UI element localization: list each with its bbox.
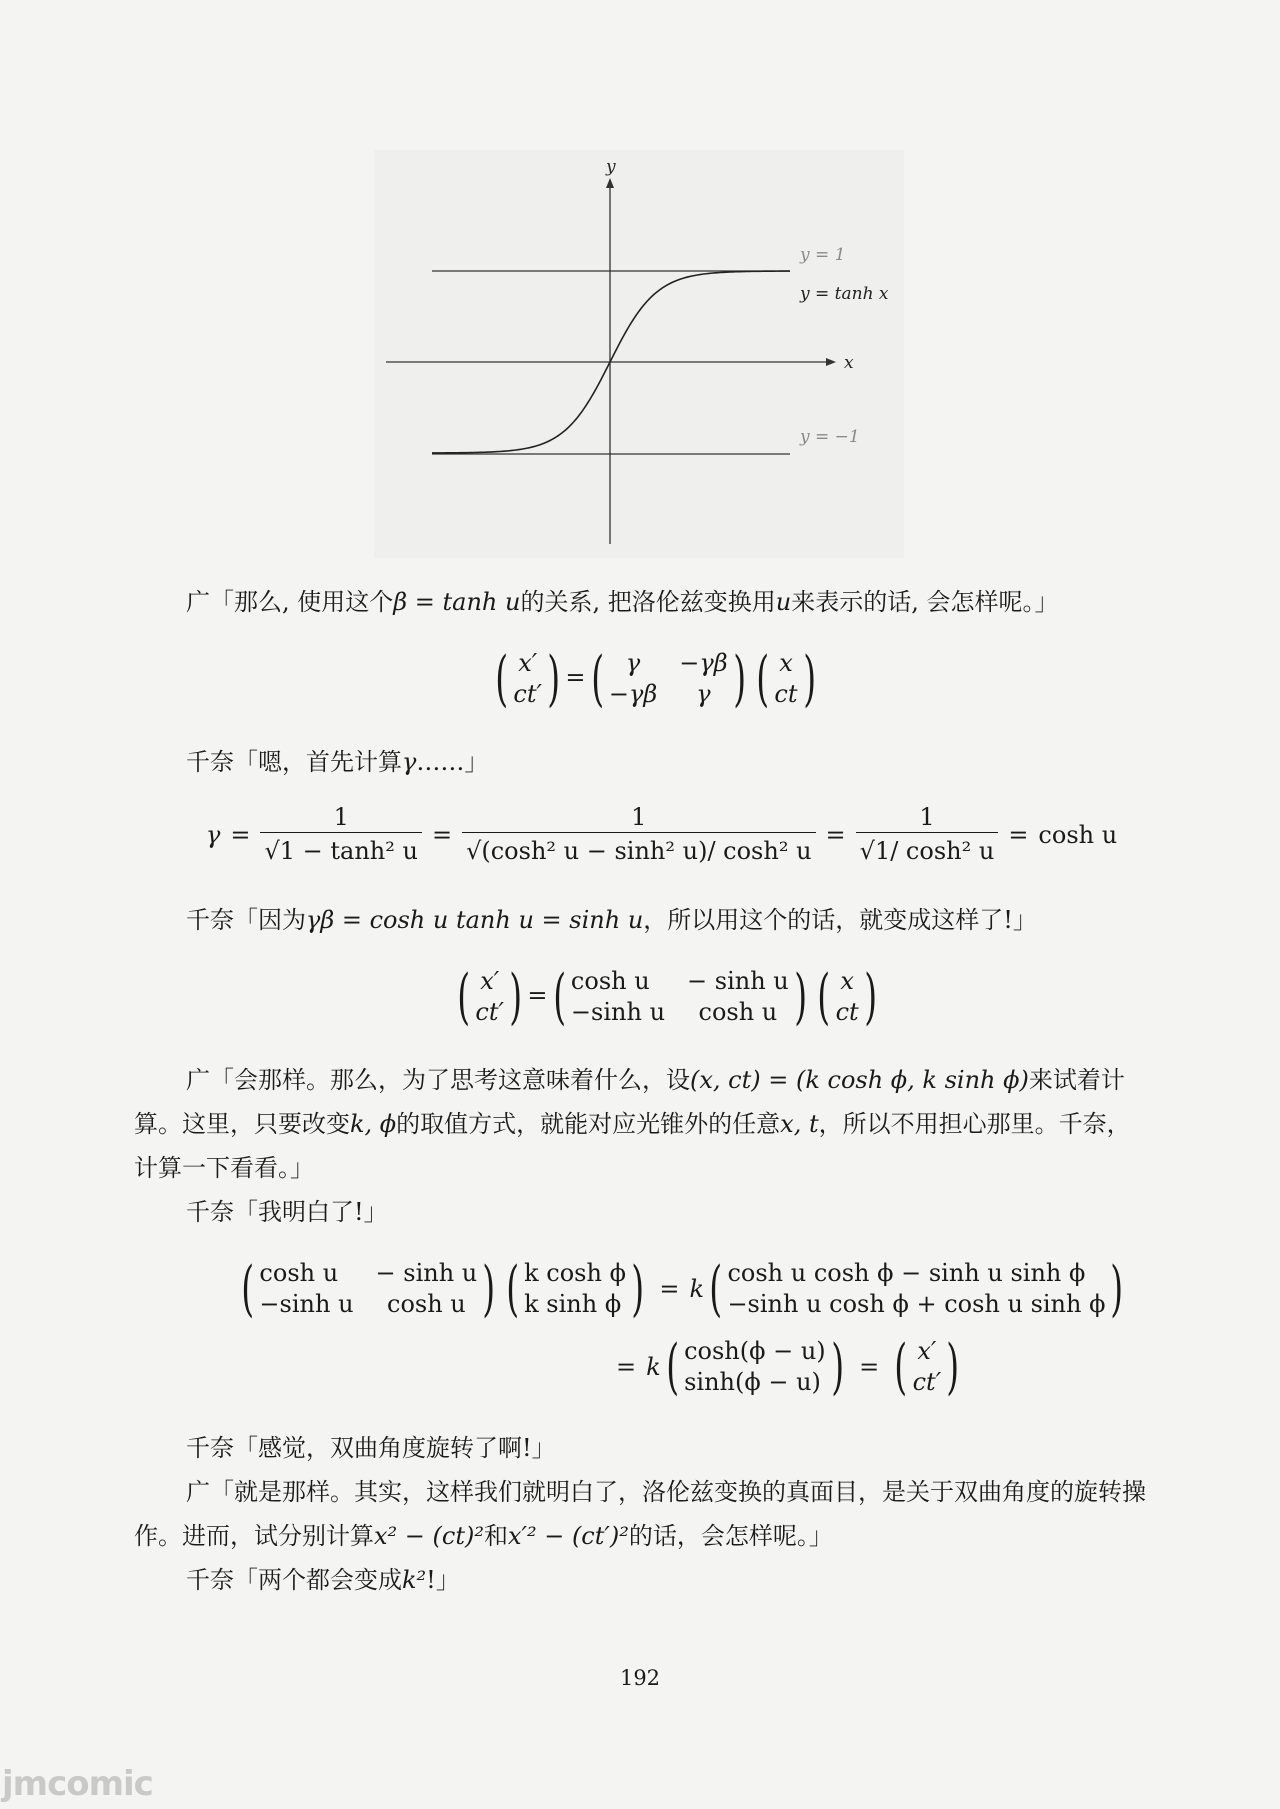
eq4-k-2: k xyxy=(646,1353,661,1381)
eq1-m22: γ xyxy=(696,680,711,708)
paragraph-3 xyxy=(134,898,1154,942)
eq1-lhs-top: x′ xyxy=(518,649,538,677)
equation-1: ( x′ ct′ ) = ( γ −γβ −γβ γ ) ( x ct ) xyxy=(490,648,821,710)
p2-speaker-text: 千奈「嗯，首先计算 xyxy=(186,748,402,776)
p6-text: 千奈「感觉，双曲角度旋转了啊!」 xyxy=(186,1434,556,1462)
eq3-m21: −sinh u xyxy=(570,998,666,1026)
eq2-frac-1 xyxy=(260,802,422,867)
paragraph-6 xyxy=(134,1426,1154,1470)
paragraph-8 xyxy=(134,1558,1154,1602)
p4-text-a: 广「会那样。那么，为了思考这意味着什么，设 xyxy=(186,1066,690,1094)
eq4-vector: ( k cosh ϕ k sinh ϕ ) xyxy=(505,1254,645,1324)
eq2-den-1: √1 − tanh² u xyxy=(260,832,422,867)
y-axis-arrow xyxy=(606,178,614,188)
p8-text-a: 千奈「两个都会变成 xyxy=(186,1566,402,1594)
eq3-matrix: ( cosh u −sinh u − sinh u cosh u ) xyxy=(552,962,807,1032)
p1-speaker-text: 广「那么, 使用这个 xyxy=(186,588,394,616)
asymptote-bottom-label: y = −1 xyxy=(800,427,860,447)
eq1-m12: −γβ xyxy=(679,649,728,677)
eq4-simplified-vector: ( cosh(ϕ − u) sinh(ϕ − u) ) xyxy=(665,1332,844,1402)
eq4-r2: −sinh u cosh ϕ + cosh u sinh ϕ xyxy=(727,1290,1106,1318)
p2-gamma: γ xyxy=(402,748,417,776)
eq3-m12: − sinh u xyxy=(687,967,789,995)
p5-text: 千奈「我明白了!」 xyxy=(186,1198,388,1226)
page-number: 192 xyxy=(619,1666,661,1690)
eq4-f2: ct′ xyxy=(912,1368,942,1396)
p7-text-b: 和 xyxy=(483,1522,508,1550)
eq4-final-vector: ( x′ ct′ ) xyxy=(894,1332,960,1402)
tanh-plot xyxy=(374,150,904,558)
eq4-k-1: k xyxy=(689,1275,705,1303)
eq2-den-3: √1/ cosh² u xyxy=(856,832,999,867)
paragraph-1 xyxy=(134,580,1154,624)
p1-mid-text: 的关系, 把洛伦兹变换用 xyxy=(520,588,776,616)
eq2-gamma: γ xyxy=(206,820,221,849)
y-axis-label: y xyxy=(606,157,616,177)
p7-text-c: 的话，会怎样呢。」 xyxy=(628,1522,833,1550)
eq4-v2: k sinh ϕ xyxy=(524,1290,622,1318)
asymptote-top-label: y = 1 xyxy=(800,245,846,265)
eq4-m21: −sinh u xyxy=(259,1290,354,1318)
p1-math-u: u xyxy=(775,588,792,616)
eq3-m22: cosh u xyxy=(698,998,778,1026)
eq4-s1: cosh(ϕ − u) xyxy=(684,1337,826,1365)
eq2-num-2: 1 xyxy=(631,803,647,831)
paragraph-7 xyxy=(134,1470,1154,1558)
eq2-frac-2 xyxy=(462,802,815,867)
p8-math: k² xyxy=(402,1566,427,1594)
paragraph-2 xyxy=(134,740,1154,784)
eq3-lhs-bot: ct′ xyxy=(475,998,504,1026)
eq2-num-1: 1 xyxy=(333,803,349,831)
eq4-result-vector: ( cosh u cosh ϕ − sinh u sinh ϕ −sinh u cosh ϕ + cosh u sinh ϕ ) xyxy=(709,1254,1124,1324)
paragraph-4 xyxy=(134,1058,1154,1190)
eq3-rhs-vector: ( x ct ) xyxy=(817,962,877,1032)
eq3-m11: cosh u xyxy=(570,967,650,995)
paragraph-5 xyxy=(134,1190,1154,1234)
p3-end-text: ，所以用这个的话，就变成这样了!」 xyxy=(643,906,1037,934)
p4-math-3: x, t xyxy=(780,1110,819,1138)
p4-text-d: ，所以不用担心那里。千奈，计算一下看看。」 xyxy=(134,1110,1131,1182)
eq4-s2: sinh(ϕ − u) xyxy=(684,1368,821,1396)
eq3-lhs-top: x′ xyxy=(480,967,500,995)
eq1-m11: γ xyxy=(625,649,641,677)
tanh-figure xyxy=(374,150,904,558)
eq1-lhs-bot: ct′ xyxy=(513,680,542,708)
eq2-frac-3 xyxy=(856,802,999,867)
eq1-matrix: ( γ −γβ −γβ γ ) xyxy=(590,644,746,714)
p4-text-b: 来试着计算。这里，只要改变 xyxy=(134,1066,1125,1138)
eq1-v1: x xyxy=(779,649,793,677)
eq1-rhs-vector: ( x ct ) xyxy=(756,644,816,714)
p8-text-b: !」 xyxy=(426,1566,460,1594)
eq4-m11: cosh u xyxy=(259,1259,339,1287)
p3-speaker-text: 千奈「因为 xyxy=(186,906,306,934)
eq4-f1: x′ xyxy=(917,1337,937,1365)
eq3-v2: ct xyxy=(835,998,859,1026)
eq3-v1: x xyxy=(840,967,854,995)
p4-math-2: k, ϕ xyxy=(350,1110,397,1138)
p2-end-text: ……」 xyxy=(416,748,489,776)
eq4-r1: cosh u cosh ϕ − sinh u sinh ϕ xyxy=(727,1259,1086,1287)
p3-math: γβ = cosh u tanh u = sinh u xyxy=(306,906,644,934)
eq4-m22: cosh u xyxy=(387,1290,466,1318)
p1-end-text: 来表示的话, 会怎样呢。」 xyxy=(791,588,1059,616)
watermark-logo: jmcomic xyxy=(2,1764,153,1804)
eq4-matrix: ( cosh u −sinh u − sinh u cosh u ) xyxy=(241,1254,496,1324)
p7-math-1: x² − (ct)² xyxy=(374,1522,484,1550)
x-axis-label: x xyxy=(844,353,854,373)
equation-4-line-1: ( cosh u −sinh u − sinh u cosh u ) ( k cosh ϕ k sinh ϕ ) = k ( cosh u cosh ϕ − sinh u sinh ϕ −sinh u cosh ϕ + cosh u sinh ϕ ) xyxy=(236,1258,1129,1320)
p7-text-a: 广「就是那样。其实，这样我们就明白了，洛伦兹变换的真面目，是关于双曲角度的旋转操作。进而，试分别计算 xyxy=(134,1478,1146,1550)
eq2-num-3: 1 xyxy=(919,803,935,831)
curve-label: y = tanh x xyxy=(800,284,889,304)
x-axis-arrow xyxy=(826,358,836,366)
eq4-m12: − sinh u xyxy=(375,1259,478,1287)
p4-text-c: 的取值方式，就能对应光锥外的任意 xyxy=(396,1110,781,1138)
eq4-v1: k cosh ϕ xyxy=(524,1259,626,1287)
p7-math-2: x′² − (ct′)² xyxy=(507,1522,629,1550)
p4-math-1: (x, ct) = (k cosh ϕ, k sinh ϕ) xyxy=(690,1066,1029,1094)
eq1-v2: ct xyxy=(774,680,798,708)
eq1-lhs-vector: ( x′ ct′ ) xyxy=(495,644,561,714)
eq2-result: cosh u xyxy=(1038,820,1118,849)
p1-math: β = tanh u xyxy=(393,588,521,616)
eq2-den-2: √(cosh² u − sinh² u)/ cosh² u xyxy=(462,832,815,867)
equation-4-line-2: = k ( cosh(ϕ − u) sinh(ϕ − u) ) = ( x′ ct′ ) xyxy=(606,1336,965,1398)
equation-3: ( x′ ct′ ) = ( cosh u −sinh u − sinh u cosh u ) ( x ct ) xyxy=(452,966,882,1028)
eq1-m21: −γβ xyxy=(608,680,658,708)
eq3-lhs-vector: ( x′ ct′ ) xyxy=(457,962,523,1032)
equation-2: γ = $\frac{1}{\text{√1 − tanh² u}}$ = $\frac{1}{\text{√(cosh² u − sinh² u)/ cosh² u}}$ = $\frac{1}{\text{√1/ cosh² u}}$ = cosh u xyxy=(206,803,1118,865)
